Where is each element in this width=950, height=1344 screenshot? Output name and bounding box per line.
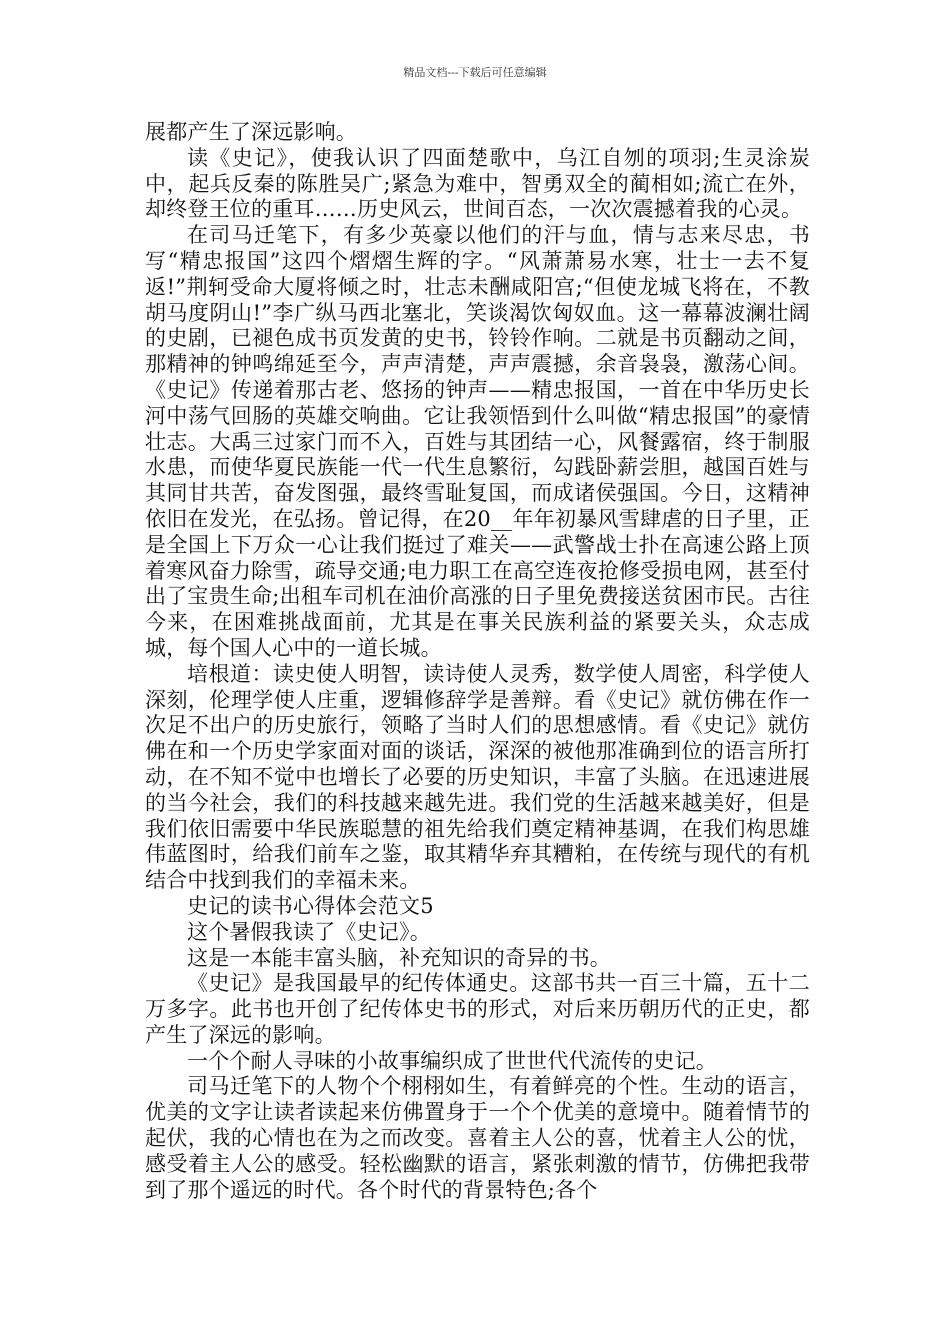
paragraph: 这是一本能丰富头脑，补充知识的奇异的书。 — [187, 945, 611, 970]
paragraph: 这个暑假我读了《史记》。 — [187, 919, 431, 944]
paragraph: 培根道：读史使人明智，读诗使人灵秀，数学使人周密，科学使人深刻，伦理学使人庄重，逻辑修辞学是善辩。看《史记》就仿佛在作一次足不出户的历史旅行，领略了当时人们的思想感情。看《史记》就仿佛在和一个历史学家面对面的谈话，深深的被他那准确到位的语言所打动，在不知不觉中也增长了必要的历史知识，丰富了头脑。在迅速进展的当今社会，我们的科技越来越先进。我们党的生活越来越美好，但是我们依旧需要中华民族聪慧的祖先给我们奠定精神基调，在我们构思雄伟蓝图时，给我们前车之鉴，取其精华弃其糟粕，在传统与现代的有机结合中找到我们的幸福未来。 — [145, 661, 810, 893]
paragraph: 《史记》是我国最早的纪传体通史。这部书共一百三十篇，五十二万多字。此书也开创了纪传体史书的形式，对后来历朝历代的正史，都产生了深远的影响。 — [145, 971, 810, 1047]
paragraph: 展都产生了深远影响。 — [145, 120, 357, 144]
page-header: 精品文档---下载后可任意编辑 — [403, 66, 547, 79]
document-body — [145, 120, 810, 1203]
paragraph: 一个个耐人寻味的小故事编织成了世世代代流传的史记。 — [187, 1048, 717, 1073]
paragraph: 读《史记》，使我认识了四面楚歌中，乌江自刎的项羽;生灵涂炭中，起兵反秦的陈胜吴广;紧急为难中，智勇双全的蔺相如;流亡在外，却终登王位的重耳……历史风云，世间百态，一次次震撼着我的心灵。 — [145, 145, 810, 222]
paragraph: 司马迁笔下的人物个个栩栩如生，有着鲜亮的个性。生动的语言，优美的文字让读者读起来仿佛置身于一个个优美的意境中。随着情节的起伏，我的心情也在为之而改变。喜着主人公的喜，忧着主人公的忧，感受着主人公的感受。轻松幽默的语言，紧张刺激的情节，仿佛把我带到了那个遥远的时代。各个时代的背景特色;各个 — [145, 1074, 810, 1202]
paragraph: 在司马迁笔下，有多少英豪以他们的汗与血，情与志来尽忠，书写“精忠报国”这四个熠熠生辉的字。“风萧萧易水寒，壮士一去不复返!”荆轲受命大厦将倾之时，壮志未酬咸阳宫;“但使龙城飞将在，不教胡马度阴山!”李广纵马西北塞北，笑谈渴饮匈奴血。这一幕幕波澜壮阔的史剧，已褪色成书页发黄的史书，铃铃作响。二就是书页翻动之间，那精神的钟鸣绵延至今，声声清楚，声声震撼，余音袅袅，激荡心间。《史记》传递着那古老、悠扬的钟声——精忠报国，一首在中华历史长河中荡气回肠的英雄交响曲。它让我领悟到什么叫做“精忠报国”的豪情壮志。大禹三过家门而不入，百姓与其团结一心，风餐露宿，终于制服水患，而使华夏民族能一代一代生息繁衍，勾践卧薪尝胆，越国百姓与其同甘共苦，奋发图强，最终雪耻复国，而成诸侯强国。今日，这精神依旧在发光，在弘扬。曾记得，在20__年年初暴风雪肆虐的日子里，正是全国上下万众一心让我们挺过了难关——武警战士扑在高速公路上顶着寒风奋力除雪，疏导交通;电力职工在高空连夜抢修受损电网，甚至付出了宝贵生命;出租车司机在油价高涨的日子里免费接送贫困市民。古往今来，在困难挑战面前，尤其是在事关民族利益的紧要关头，众志成城，每个国人心中的一道长城。 — [145, 223, 810, 660]
section-heading: 史记的读书心得体会范文5 — [187, 893, 434, 918]
